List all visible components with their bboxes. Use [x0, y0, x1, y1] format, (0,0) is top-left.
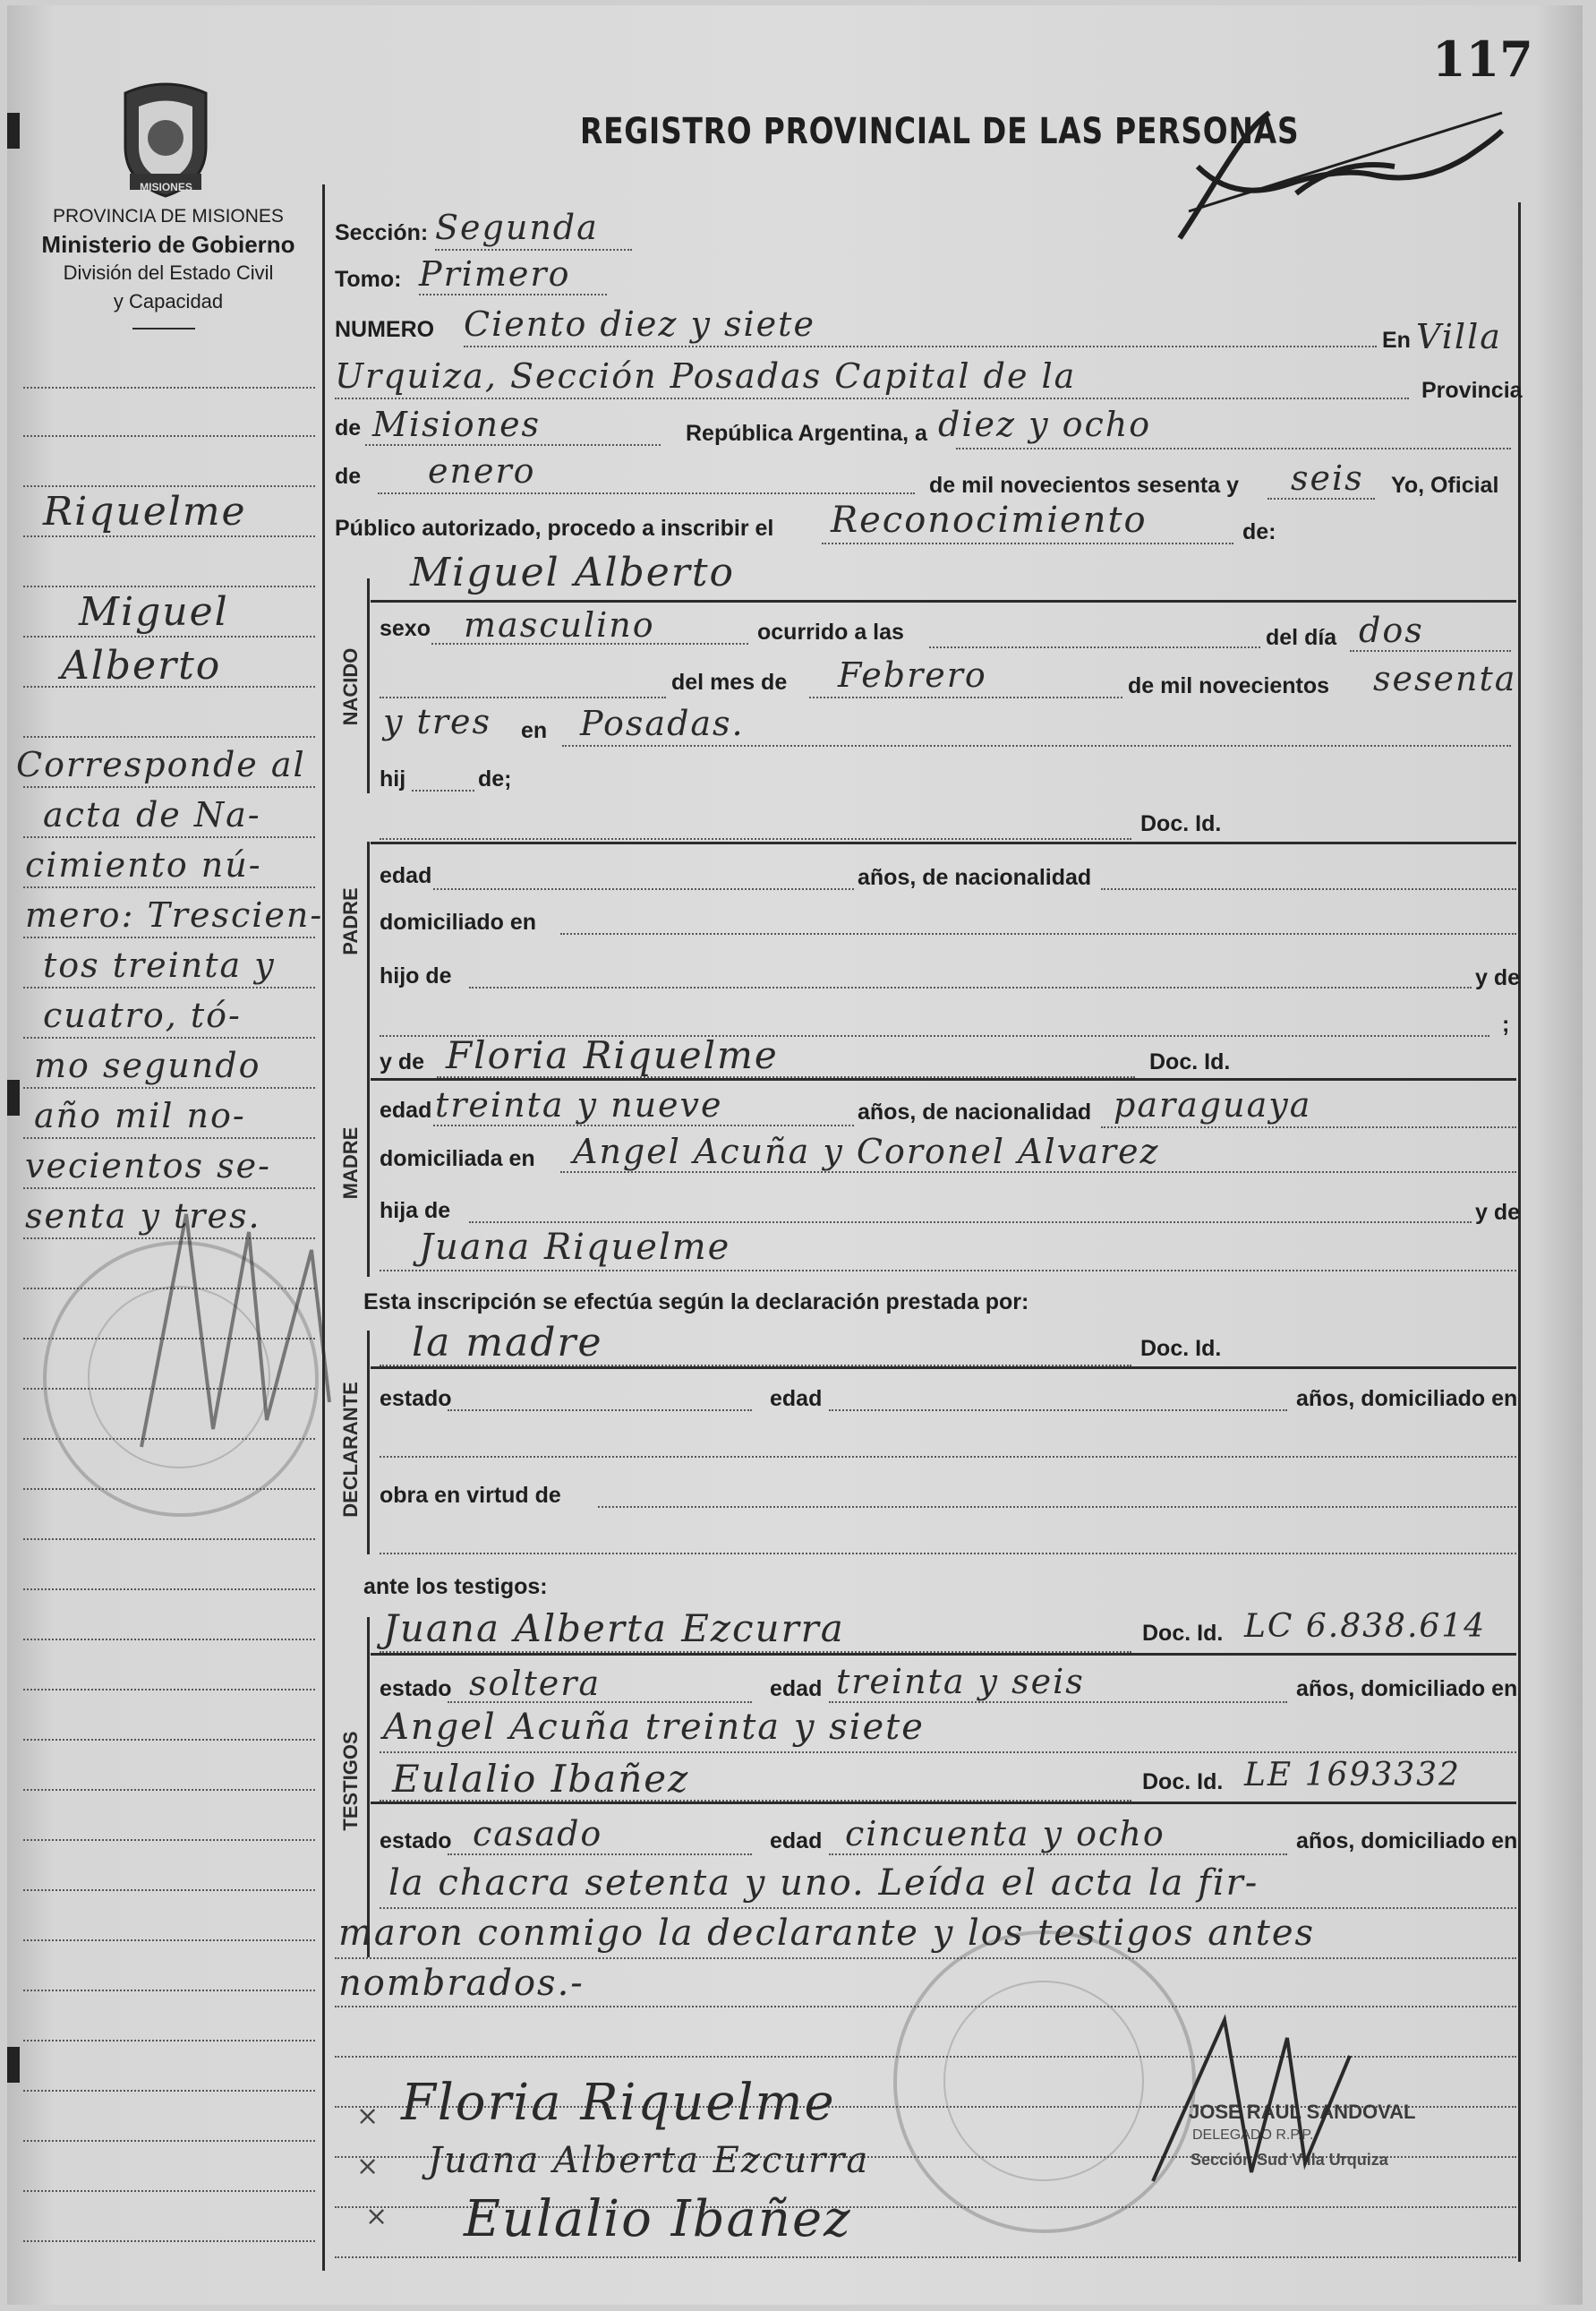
registered-name: Miguel Alberto — [410, 550, 735, 595]
emblem-text: MISIONES — [140, 181, 192, 193]
sig-mark-1: × — [356, 2101, 381, 2132]
witness-2-doc: LE 1693332 — [1244, 1757, 1461, 1793]
mother-parents: Juana Riquelme — [419, 1227, 731, 1268]
right-margin-line — [1518, 202, 1521, 2262]
signature-2: Juana Alberta Ezcurra — [428, 2140, 870, 2181]
margin-given-name-2: Alberto — [61, 643, 222, 689]
seccion-value: Segunda — [435, 208, 599, 247]
witness-2-name: Eulalio Ibañez — [392, 1757, 690, 1801]
signature-3: Eulalio Ibañez — [464, 2190, 852, 2248]
signature-1: Floria Riquelme — [401, 2074, 836, 2132]
binding-mark — [7, 1080, 20, 1116]
day-value: diez y ocho — [938, 405, 1152, 444]
witness-1-edad: treinta y seis — [836, 1662, 1085, 1701]
witness-2-estado: casado — [473, 1814, 603, 1853]
seal-stamp-right — [893, 1930, 1196, 2233]
tres-value: y tres — [383, 702, 491, 741]
witness-1-doc: LC 6.838.614 — [1244, 1608, 1487, 1645]
sig-mark-3: × — [365, 2201, 390, 2232]
official-role: DELEGADO R.P.P. — [1192, 2127, 1314, 2143]
mil-value: sesenta — [1373, 659, 1517, 698]
stamp-scribble-left — [115, 1196, 365, 1465]
month-value: enero — [428, 451, 536, 491]
mother-age: treinta y nueve — [435, 1085, 723, 1125]
division-label: División del Estado Civil — [63, 261, 274, 284]
official-place: Sección Sud Villa Urquiza — [1191, 2151, 1388, 2169]
witness-1-name: Juana Alberta Ezcurra — [383, 1606, 845, 1650]
page-number: 117 — [1432, 30, 1533, 88]
lugar-value: Posadas. — [580, 704, 745, 743]
mes-value: Febrero — [838, 655, 987, 695]
witness-2-edad: cincuenta y ocho — [845, 1814, 1165, 1853]
closing-line-1: la chacra setenta y uno. Leída el acta la fir- — [388, 1862, 1259, 1904]
witness-1-estado: soltera — [469, 1664, 602, 1703]
declarant-name: la madre — [412, 1320, 603, 1365]
provincia-value: Misiones — [372, 405, 542, 444]
closing-line-3: nombrados.- — [338, 1963, 585, 2004]
witness-1-address: Angel Acuña treinta y siete — [383, 1707, 925, 1748]
document-title: REGISTRO PROVINCIAL DE LAS PERSONAS — [580, 111, 1300, 152]
binding-mark — [7, 113, 20, 149]
binding-mark — [7, 2047, 20, 2083]
mother-nationality: paraguaya — [1114, 1085, 1312, 1125]
margin-surname: Riquelme — [43, 489, 247, 535]
numero-value: Ciento diez y siete — [464, 304, 815, 344]
document-page: 117 MISIONES PROVINCIA DE MISIONES Ministerio de Gobierno División del Estado Civil y Capacidad REGISTRO PROVINCIAL DE LAS PERSONAS Riquelme Miguel Alberto Corresponde al acta de Na- cimiento nú- mero: Trescien- tos treinta y cuatro, tó- mo segundo año mil no- vecientos se- senta y tres. Sección: Segunda Tomo: Primero NUMERO Ciento diez y siete En Villa Urquiza, Sección Posadas Capital de la Provincia de Misiones República Argentina, a diez y ocho de enero de mil novecientos sesenta y seis Yo, Oficial Público autorizado, procedo a inscribir el Reconocimiento de: Miguel Alberto NACIDO sexo masculino ocurrido a las del día dos del mes de Febrero de mil novecientos sesenta y tres en Posadas. hij de; Doc. Id. PADRE edad años, de nacionalidad domiciliado en hijo de y de ; y de Floria Riquelme Doc. Id. MADRE edad treinta y nueve años, de nacionalidad paraguaya domiciliada en Angel Acuña y Coronel Alvarez hija de y de Juana Riquelme Esta inscripción se efectúa según la declaración prestada por: la madre Doc. Id. DECLARANTE estado edad años, domiciliado en obra en virtud de ante los testigos: Juana Alberta Ezcurra Doc. Id. LC 6.838.614 TESTIGOS estado soltera edad treinta y seis años, domiciliado en Angel Acuña treinta y siete Eulalio Ibañez Doc. Id. LE 1693332 estado casado edad cincuenta y ocho años, domiciliado en la chacra setenta y uno. Leída el acta la fir- maron conmigo la declarante y los testigos antes nombrados.- × Floria Riquelme × Juana Alberta Ezcurra × Eulalio Ibañez JOSE RAUL SANDOVAL DELEGADO R.P.P. Sección Sud Villa Urquiza — [7, 5, 1583, 2305]
capacity-label: y Capacidad — [113, 290, 224, 312]
sig-mark-2: × — [356, 2151, 381, 2182]
divider — [132, 328, 195, 330]
place-value: Urquiza, Sección Posadas Capital de la — [335, 356, 1077, 396]
official-name: JOSE RAUL SANDOVAL — [1189, 2101, 1416, 2123]
province-label: PROVINCIA DE MISIONES — [53, 206, 284, 227]
margin-given-name-1: Miguel — [79, 589, 229, 635]
closing-line-2: maron conmigo la declarante y los testigos antes — [338, 1913, 1316, 1954]
acto-value: Reconocimiento — [831, 500, 1148, 541]
mother-name: Floria Riquelme — [446, 1033, 779, 1077]
year-value: seis — [1291, 458, 1364, 498]
ministry-label: Ministerio de Gobierno — [41, 231, 295, 258]
mother-address: Angel Acuña y Coronel Alvarez — [573, 1132, 1160, 1171]
tomo-value: Primero — [419, 254, 571, 294]
sexo-value: masculino — [464, 605, 655, 645]
en-value: Villa — [1416, 317, 1502, 356]
official-signature-top — [1162, 77, 1520, 265]
dia-value: dos — [1359, 611, 1424, 650]
